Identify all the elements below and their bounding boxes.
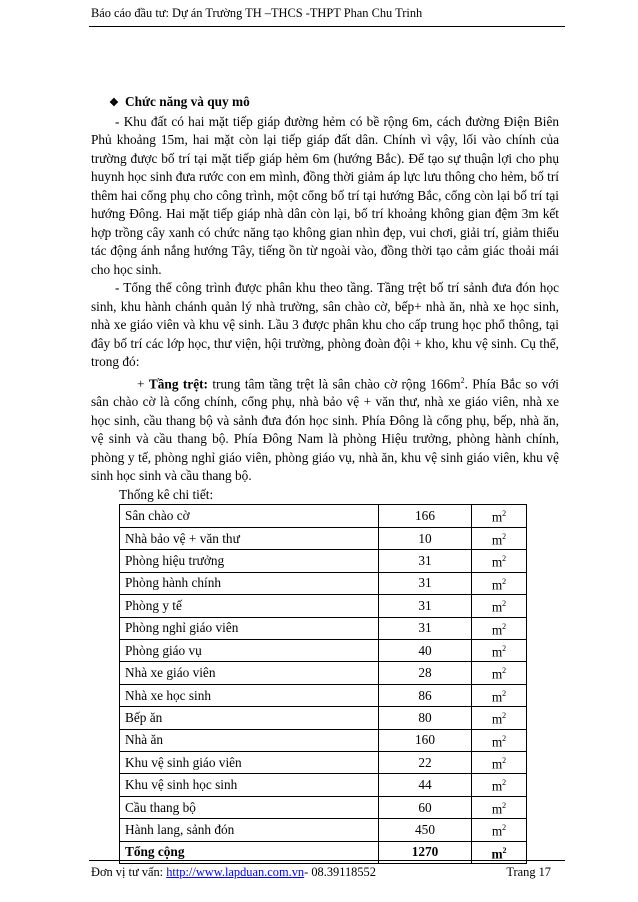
area-value-cell: 80 <box>379 707 472 729</box>
area-unit-cell <box>472 774 527 796</box>
table-row <box>120 819 527 841</box>
table-row <box>120 707 527 729</box>
unit-exponent: 2 <box>502 711 507 721</box>
area-name-cell: Cầu thang bộ <box>120 796 379 818</box>
unit-exponent: 2 <box>502 643 507 653</box>
unit-exponent: 2 <box>502 800 507 810</box>
area-statistics-table <box>119 504 527 864</box>
paragraph-site: - Khu đất có hai mặt tiếp giáp đường hẻm có bề rộng 6m, cách đường Điện Biên Phủ khoảng 15m, hai mặt còn lại tiếp giáp đất dân. Chính vì vậy, lối vào chính của trường được bố trí tại mặt tiếp giáp hẻm 6m (hướng Bắc). Để tạo sự thuận lợi cho phụ huynh học sinh đưa rước con em mình, đồng thời giảm áp lực lưu thông cho hẻm, bố trí thêm hai cổng phụ cho công trình, một cổng bố trí tại hướng Bắc, cổng còn lại bố trí tại hướng Đông. Hai mặt tiếp giáp nhà dân còn lại, bố trí khoảng không gian đệm 3m kết hợp trồng cây xanh có chức năng tạo không gian nhìn đẹp, vui chơi, giải trí, giảm thiểu tác động ánh nắng hướng Tây, tiếng ồn từ ngoài vào, đồng thời tạo cảm giác thoải mái cho học sinh. <box>91 113 559 277</box>
area-name-cell: Phòng y tế <box>120 595 379 617</box>
ground-floor-label: Tầng trệt: <box>148 375 208 391</box>
unit-exponent: 2 <box>502 576 507 586</box>
area-unit-cell <box>472 729 527 751</box>
footer-prefix: Đơn vị tư vấn: <box>91 865 167 879</box>
page-footer <box>91 864 559 881</box>
unit-base: m <box>491 554 503 570</box>
area-unit-cell <box>472 595 527 617</box>
unit-exponent: 2 <box>502 666 507 676</box>
area-value-cell: 160 <box>379 729 472 751</box>
unit-base: m <box>491 823 503 839</box>
area-name-cell: Phòng hành chính <box>120 572 379 594</box>
area-value-cell: 10 <box>379 527 472 549</box>
area-value-cell: 22 <box>379 752 472 774</box>
table-row <box>120 729 527 751</box>
table-row <box>120 662 527 684</box>
area-unit-cell <box>472 684 527 706</box>
ground-floor-sup: 2 <box>460 375 465 385</box>
area-unit-cell <box>472 639 527 661</box>
unit-exponent: 2 <box>502 621 507 631</box>
area-unit-cell <box>472 662 527 684</box>
unit-base: m <box>491 577 503 593</box>
unit-base: m <box>491 711 503 727</box>
unit-base: m <box>491 778 503 794</box>
footer-divider <box>89 860 565 861</box>
unit-exponent: 2 <box>502 756 507 766</box>
area-value-cell: 86 <box>379 684 472 706</box>
area-unit-cell <box>472 550 527 572</box>
area-name-cell: Bếp ăn <box>120 707 379 729</box>
area-name-cell: Hành lang, sảnh đón <box>120 819 379 841</box>
page-header: Báo cáo đầu tư: Dự án Trường TH –THCS -THPT Phan Chu Trinh <box>91 6 423 20</box>
area-name-cell: Nhà ăn <box>120 729 379 751</box>
unit-base: m <box>491 509 503 525</box>
area-name-cell: Phòng nghỉ giáo viên <box>120 617 379 639</box>
unit-exponent: 2 <box>502 845 507 855</box>
table-row <box>120 617 527 639</box>
unit-base: m <box>491 621 503 637</box>
section-heading <box>91 93 559 113</box>
table-row <box>120 550 527 572</box>
area-value-cell: 40 <box>379 639 472 661</box>
table-row <box>120 639 527 661</box>
area-unit-cell <box>472 796 527 818</box>
area-value-cell: 60 <box>379 796 472 818</box>
stats-table-body <box>120 505 527 864</box>
area-unit-cell <box>472 572 527 594</box>
footer-phone: - 08.39118552 <box>304 865 376 879</box>
area-value-cell: 44 <box>379 774 472 796</box>
ground-floor-prefix: + <box>137 375 149 391</box>
table-row <box>120 527 527 549</box>
area-value-cell: 31 <box>379 550 472 572</box>
area-unit-cell <box>472 617 527 639</box>
area-unit-cell <box>472 505 527 527</box>
unit-base: m <box>491 599 503 615</box>
area-value-cell: 31 <box>379 617 472 639</box>
table-row <box>120 796 527 818</box>
unit-exponent: 2 <box>502 531 507 541</box>
table-row <box>120 752 527 774</box>
area-unit-cell <box>472 819 527 841</box>
unit-base: m <box>491 756 503 772</box>
page-number: Trang 17 <box>506 865 551 879</box>
unit-exponent: 2 <box>502 599 507 609</box>
area-name-cell: Nhà bảo vệ + văn thư <box>120 527 379 549</box>
table-row <box>120 595 527 617</box>
area-name-cell: Khu vệ sinh giáo viên <box>120 752 379 774</box>
unit-exponent: 2 <box>502 823 507 833</box>
header-divider <box>89 26 565 27</box>
area-value-cell: 31 <box>379 572 472 594</box>
unit-exponent: 2 <box>502 688 507 698</box>
footer-website-link[interactable]: http://www.lapduan.com.vn <box>166 865 305 879</box>
unit-exponent: 2 <box>502 554 507 564</box>
area-value-cell: 450 <box>379 819 472 841</box>
paragraph-ground-floor <box>91 372 559 486</box>
unit-base: m <box>491 532 503 548</box>
page-content <box>91 93 559 864</box>
area-unit-cell <box>472 752 527 774</box>
area-name-cell: Tổng cộng <box>120 841 379 863</box>
ground-floor-text-a: trung tâm tầng trệt là sân chào cờ rộng 166m <box>207 375 461 391</box>
ground-floor-text-b: . Phía Bắc so với sân chào cờ là cổng chính, cổng phụ, nhà bảo vệ + văn thư, nhà xe giáo viên, nhà xe học sinh, cầu thang bộ và sảnh đưa đón học sinh. Phía Đông là cổng phụ, bếp, nhà ăn, vệ sinh và cầu thang bộ. Phía Đông Nam là phòng Hiệu trưởng, phòng hành chính, phòng y tế, phòng nghỉ giáo viên, phòng giáo vụ, nhà ăn, khu vệ sinh giáo viên, khu vệ sinh học sinh và cầu thang bộ. <box>91 375 559 484</box>
unit-exponent: 2 <box>502 778 507 788</box>
area-name-cell: Nhà xe học sinh <box>120 684 379 706</box>
area-name-cell: Sân chào cờ <box>120 505 379 527</box>
area-value-cell: 1270 <box>379 841 472 863</box>
table-caption: Thống kê chi tiết: <box>119 486 214 502</box>
unit-exponent: 2 <box>502 733 507 743</box>
area-value-cell: 31 <box>379 595 472 617</box>
unit-base: m <box>491 689 503 705</box>
unit-base: m <box>491 801 503 817</box>
paragraph-zoning: - Tổng thể công trình được phân khu theo tầng. Tầng trệt bố trí sảnh đưa đón học sinh, khu hành chánh quản lý nhà trường, sân chào cờ, bếp+ nhà ăn, nhà xe học sinh, nhà xe giáo viên và khu vệ sinh. Lầu 3 được phân khu cho cấp trung học phổ thông, tại đây bố trí các lớp học, thư viện, hội trường, phòng đoàn đội + kho, khu vệ sinh. Cụ thể, trong đó: <box>91 280 559 369</box>
area-name-cell: Phòng giáo vụ <box>120 639 379 661</box>
area-value-cell: 28 <box>379 662 472 684</box>
table-row <box>120 684 527 706</box>
area-unit-cell <box>472 527 527 549</box>
unit-base: m <box>491 666 503 682</box>
area-name-cell: Nhà xe giáo viên <box>120 662 379 684</box>
area-unit-cell <box>472 707 527 729</box>
area-value-cell: 166 <box>379 505 472 527</box>
table-row <box>120 774 527 796</box>
unit-base: m <box>491 846 503 862</box>
table-row <box>120 505 527 527</box>
table-row <box>120 572 527 594</box>
section-heading-text: Chức năng và quy mô <box>125 94 250 109</box>
diamond-bullet-icon: ❖ <box>109 97 119 109</box>
unit-base: m <box>491 644 503 660</box>
unit-base: m <box>491 734 503 750</box>
unit-exponent: 2 <box>502 509 507 519</box>
area-name-cell: Khu vệ sinh học sinh <box>120 774 379 796</box>
area-name-cell: Phòng hiệu trưởng <box>120 550 379 572</box>
